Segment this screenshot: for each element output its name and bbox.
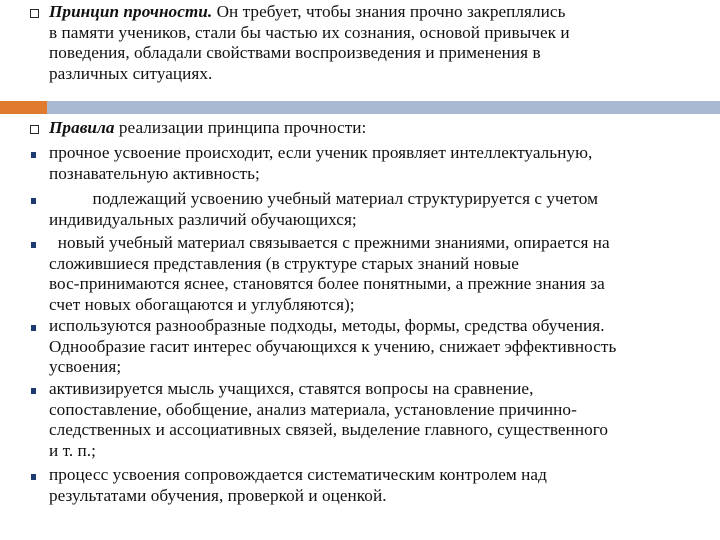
principle-title: Принцип прочности. [49,2,213,21]
small-bullet-icon [31,198,36,204]
small-bullet-icon [31,152,36,158]
list-item-line: вос-принимаются яснее, становятся более понятными, а прежние знания за [49,274,605,293]
list-item-line: следственных и ассоциативных связей, выделение главного, существенного [49,420,609,439]
list-item-line: новый учебный материал связывается с прежними знаниями, опирается на [49,233,610,252]
principle-line-4: различных ситуациях. [49,63,213,83]
list-item [49,465,714,506]
list-item-line: используются разнообразные подходы, методы, формы, средства обучения. [49,316,605,335]
list-item-line: активизируется мысль учащихся, ставятся вопросы на сравнение, [49,379,534,398]
square-bullet-icon [30,125,39,134]
list-item-line: Однообразие гасит интерес обучающихся к учению, снижает эффективность [49,336,617,356]
list-item-line: процесс усвоения сопровождается систематическим контролем над [49,465,547,484]
principle-line-3: поведения, обладали свойствами воспроизведения и применения в [49,43,541,62]
principle-line-2: в памяти учеников, стали бы частью их сознания, основой привычек и [49,22,570,42]
list-item-line: усвоения; [49,357,122,376]
rules-lead: Правила [49,118,115,137]
list-item-line: сопоставление, обобщение, анализ материала, установление причинно- [49,399,577,419]
list-item-line: результатами обучения, проверкой и оценкой. [49,485,387,505]
principle-paragraph [49,2,714,84]
small-bullet-icon [31,474,36,480]
list-item [49,316,714,378]
principle-line-1: Он требует, чтобы знания прочно закреплялись [212,2,566,21]
list-item-line: прочное усвоение происходит, если ученик проявляет интеллектуальную, [49,143,593,162]
list-item [49,143,714,184]
divider-band [47,101,720,114]
list-item [49,379,714,461]
divider-accent [0,101,47,114]
small-bullet-icon [31,388,36,394]
square-bullet-icon [30,9,39,18]
rules-heading [49,118,714,139]
small-bullet-icon [31,242,36,248]
list-item-line: индивидуальных различий обучающихся; [49,209,357,229]
rules-rest: реализации принципа прочности: [114,118,367,137]
list-item-line: сложившиеся представления (в структуре старых знаний новые [49,253,519,273]
list-item-line: познавательную активность; [49,163,260,183]
list-item-line: и т. п.; [49,440,96,460]
list-item-line: подлежащий усвоению учебный материал структурируется с учетом [49,189,598,208]
list-item [49,233,714,315]
divider-bar [0,101,720,114]
small-bullet-icon [31,325,36,331]
list-item [49,189,714,230]
list-item-line: счет новых обогащаются и углубляются); [49,294,355,314]
